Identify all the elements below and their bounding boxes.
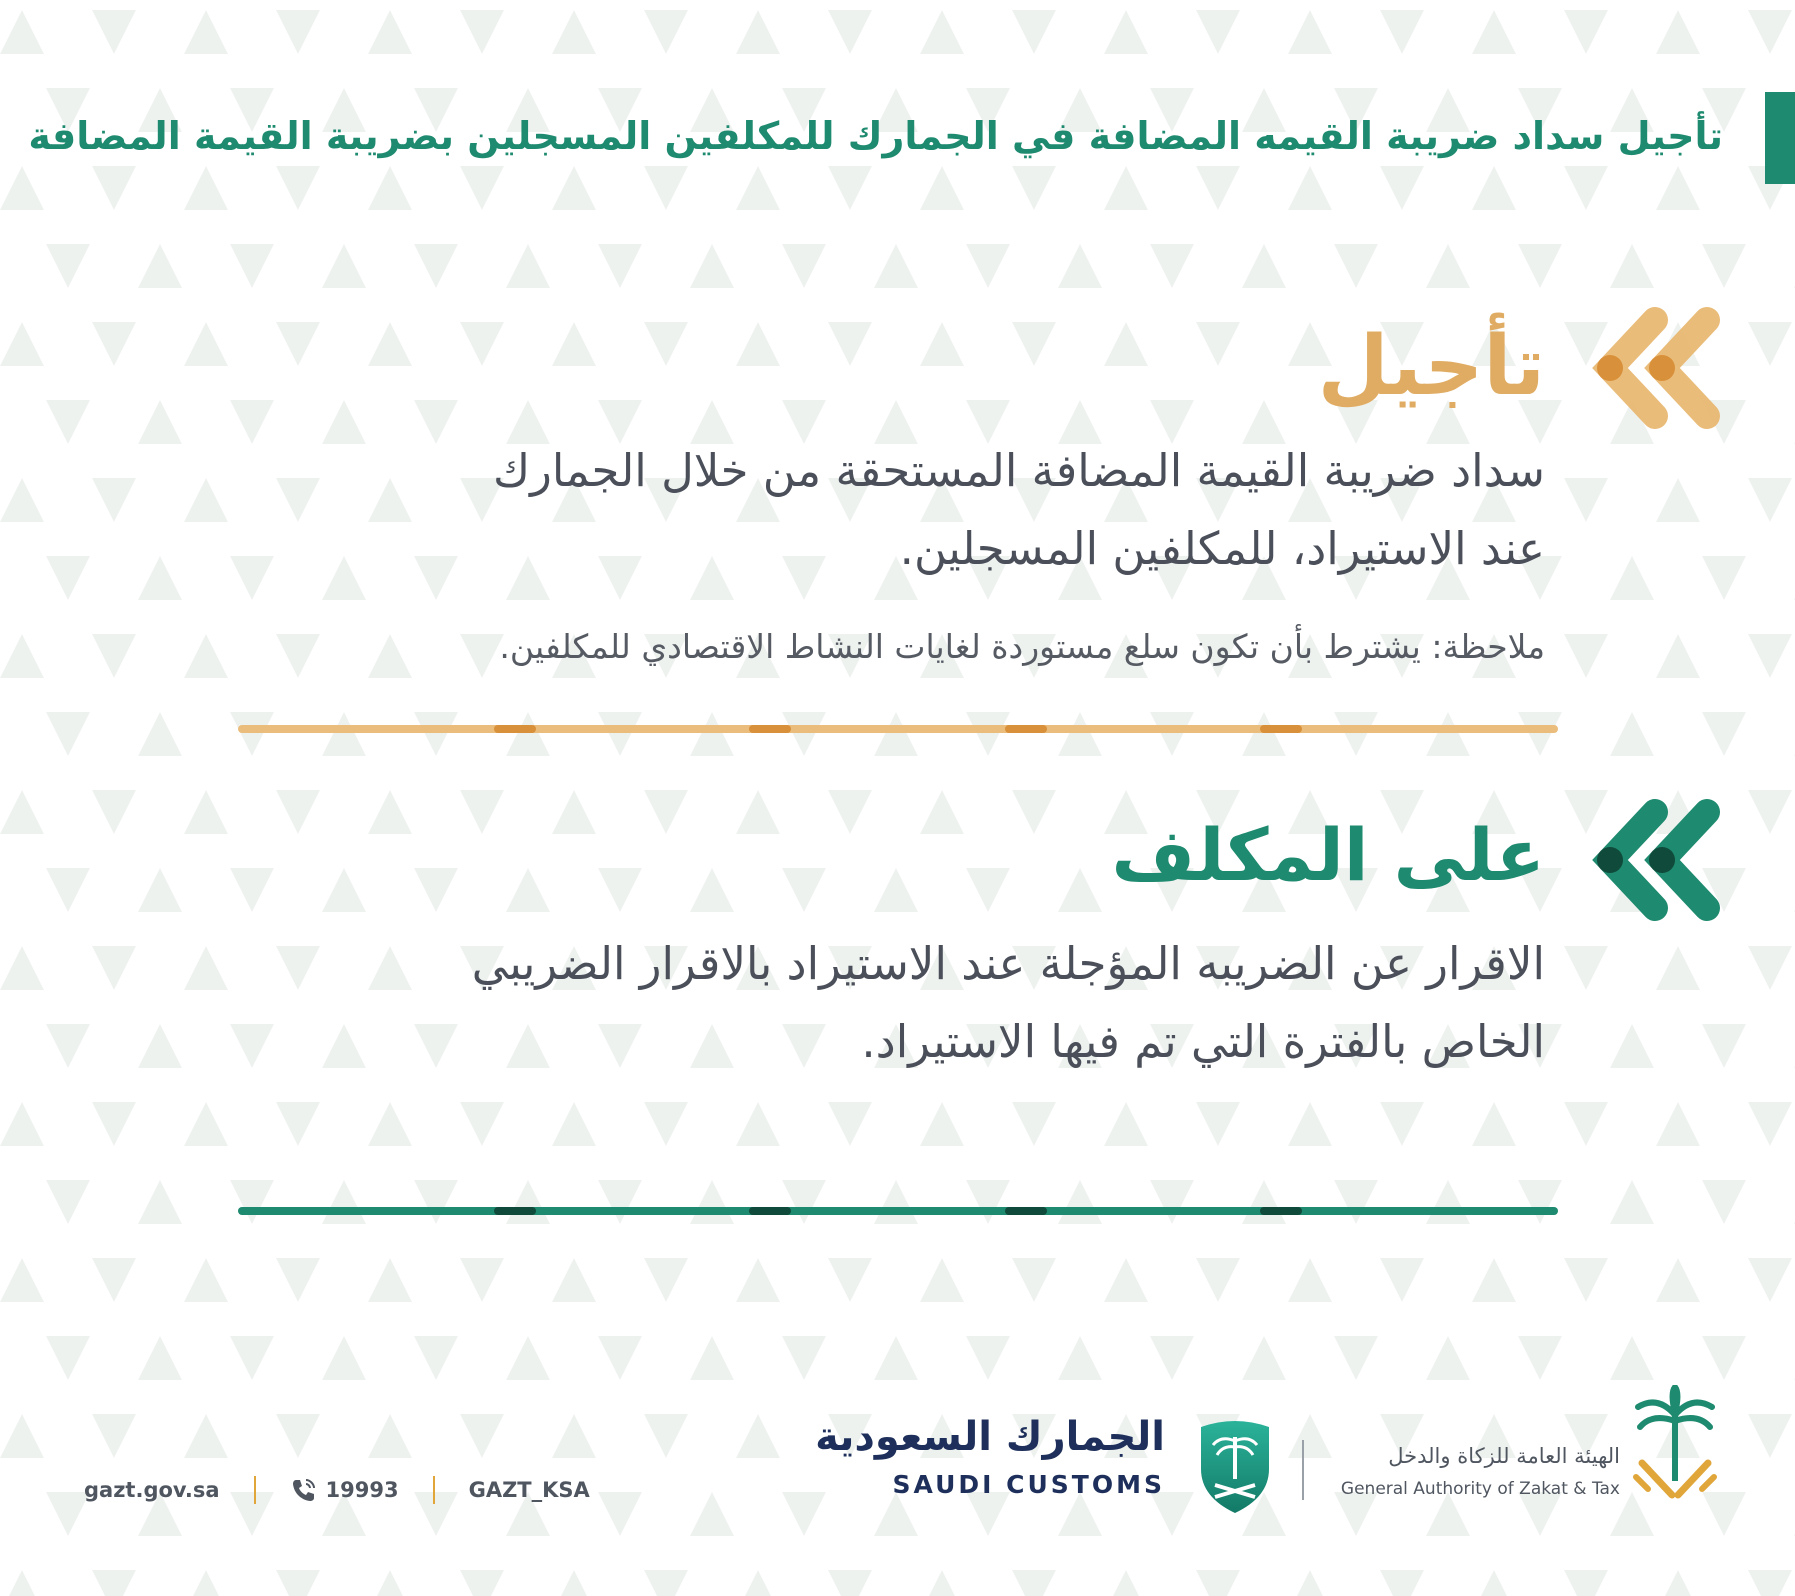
pattern-triangle <box>0 166 44 210</box>
pattern-triangle <box>1472 10 1516 54</box>
pattern-triangle <box>1702 1024 1746 1068</box>
pattern-triangle <box>598 868 642 912</box>
pattern-triangle <box>414 868 458 912</box>
pattern-triangle <box>368 1102 412 1146</box>
pattern-triangle <box>184 1258 228 1302</box>
pattern-triangle <box>230 244 274 288</box>
pattern-triangle <box>690 1336 734 1380</box>
pattern-triangle <box>1058 1180 1102 1224</box>
pattern-triangle <box>1748 478 1792 522</box>
pattern-triangle <box>1748 790 1792 834</box>
pattern-triangle <box>598 1492 642 1536</box>
pattern-triangle <box>644 1414 688 1458</box>
pattern-triangle <box>644 10 688 54</box>
section2-body-line: الاقرار عن الضريبه المؤجلة عند الاستيراد بالاقرار الضريبي <box>471 937 1545 990</box>
pattern-triangle <box>1610 712 1654 756</box>
pattern-triangle <box>1656 1258 1700 1302</box>
pattern-triangle <box>1104 1570 1148 1596</box>
footer-separator <box>433 1476 435 1504</box>
pattern-triangle <box>1334 1336 1378 1380</box>
pattern-triangle <box>1702 712 1746 756</box>
double-chevron-left-icon <box>1585 792 1725 932</box>
pattern-triangle <box>506 1336 550 1380</box>
green-divider <box>238 1207 1558 1215</box>
pattern-triangle <box>1518 1180 1562 1224</box>
pattern-triangle <box>1748 1414 1792 1458</box>
pattern-triangle <box>690 1492 734 1536</box>
pattern-triangle <box>46 244 90 288</box>
header-accent-bar <box>1765 92 1795 184</box>
section1-body-line: سداد ضريبة القيمة المضافة المستحقة من خلال الجمارك <box>493 444 1545 497</box>
pattern-triangle <box>368 322 412 366</box>
customs-shield-icon <box>1195 1415 1275 1515</box>
pattern-triangle <box>1656 1102 1700 1146</box>
pattern-triangle <box>46 556 90 600</box>
pattern-triangle <box>1058 1336 1102 1380</box>
pattern-triangle <box>1150 244 1194 288</box>
pattern-triangle <box>782 1180 826 1224</box>
pattern-triangle <box>414 1336 458 1380</box>
pattern-triangle <box>92 634 136 678</box>
pattern-triangle <box>1426 244 1470 288</box>
pattern-triangle <box>322 868 366 912</box>
pattern-triangle <box>92 790 136 834</box>
pattern-triangle <box>368 1258 412 1302</box>
pattern-triangle <box>1748 1102 1792 1146</box>
pattern-triangle <box>1564 634 1608 678</box>
pattern-triangle <box>782 244 826 288</box>
pattern-triangle <box>1656 10 1700 54</box>
pattern-triangle <box>1518 244 1562 288</box>
pattern-triangle <box>828 166 872 210</box>
pattern-triangle <box>874 1180 918 1224</box>
pattern-triangle <box>506 868 550 912</box>
pattern-triangle <box>1748 10 1792 54</box>
pattern-triangle <box>92 322 136 366</box>
pattern-triangle <box>276 790 320 834</box>
social-handle[interactable]: GAZT_KSA <box>468 1478 590 1502</box>
pattern-triangle <box>0 1570 44 1596</box>
pattern-triangle <box>736 1570 780 1596</box>
section1-title: تأجيل <box>1317 319 1545 414</box>
palm-swords-emblem-icon <box>1630 1385 1720 1515</box>
pattern-triangle <box>1012 1570 1056 1596</box>
pattern-triangle <box>414 712 458 756</box>
pattern-triangle <box>1610 244 1654 288</box>
pattern-triangle <box>46 1336 90 1380</box>
pattern-triangle <box>138 244 182 288</box>
pattern-triangle <box>1748 322 1792 366</box>
pattern-triangle <box>1610 556 1654 600</box>
pattern-triangle <box>1242 1336 1286 1380</box>
pattern-triangle <box>1656 478 1700 522</box>
pattern-triangle <box>1058 244 1102 288</box>
pattern-triangle <box>1288 166 1332 210</box>
section1-body <box>165 432 1545 588</box>
pattern-triangle <box>1564 1258 1608 1302</box>
pattern-triangle <box>92 10 136 54</box>
phone-number: 19993 <box>325 1478 399 1502</box>
pattern-triangle <box>1518 712 1562 756</box>
pattern-triangle <box>690 244 734 288</box>
phone-contact[interactable] <box>290 1476 399 1504</box>
pattern-triangle <box>276 166 320 210</box>
pattern-triangle <box>1012 1102 1056 1146</box>
pattern-triangle <box>1656 166 1700 210</box>
pattern-triangle <box>1748 1570 1792 1596</box>
pattern-triangle <box>1196 1102 1240 1146</box>
pattern-triangle <box>1702 1180 1746 1224</box>
pattern-triangle <box>460 10 504 54</box>
pattern-triangle <box>0 322 44 366</box>
pattern-triangle <box>1104 10 1148 54</box>
pattern-triangle <box>1334 244 1378 288</box>
pattern-triangle <box>322 712 366 756</box>
pattern-triangle <box>1012 10 1056 54</box>
authority-name-en: General Authority of Zakat & Tax <box>1340 1479 1620 1499</box>
pattern-triangle <box>92 1102 136 1146</box>
pattern-triangle <box>1656 946 1700 990</box>
pattern-triangle <box>1288 1102 1332 1146</box>
pattern-triangle <box>138 1180 182 1224</box>
pattern-triangle <box>46 1180 90 1224</box>
pattern-triangle <box>460 1570 504 1596</box>
pattern-triangle <box>598 1180 642 1224</box>
pattern-triangle <box>690 712 734 756</box>
pattern-triangle <box>368 1414 412 1458</box>
pattern-triangle <box>1150 712 1194 756</box>
pattern-triangle <box>1472 1102 1516 1146</box>
pattern-triangle <box>1748 946 1792 990</box>
pattern-triangle <box>46 1024 90 1068</box>
pattern-triangle <box>184 166 228 210</box>
gazt-logo <box>1320 1385 1720 1515</box>
pattern-triangle <box>368 1570 412 1596</box>
pattern-triangle <box>0 790 44 834</box>
pattern-triangle <box>1196 1570 1240 1596</box>
pattern-triangle <box>0 1414 44 1458</box>
pattern-triangle <box>1380 1102 1424 1146</box>
pattern-triangle <box>46 400 90 444</box>
pattern-triangle <box>552 1570 596 1596</box>
pattern-triangle <box>920 1102 964 1146</box>
section1-body-line: عند الاستيراد، للمكلفين المسجلين. <box>899 522 1545 575</box>
pattern-triangle <box>552 166 596 210</box>
pattern-triangle <box>506 712 550 756</box>
pattern-triangle <box>92 1570 136 1596</box>
pattern-triangle <box>368 10 412 54</box>
pattern-triangle <box>1288 1570 1332 1596</box>
pattern-triangle <box>966 1336 1010 1380</box>
pattern-triangle <box>1472 1570 1516 1596</box>
pattern-triangle <box>184 322 228 366</box>
pattern-triangle <box>1334 712 1378 756</box>
pattern-triangle <box>1380 1570 1424 1596</box>
pattern-triangle <box>230 712 274 756</box>
pattern-triangle <box>828 1258 872 1302</box>
pattern-triangle <box>184 790 228 834</box>
pattern-triangle <box>552 10 596 54</box>
pattern-triangle <box>598 1336 642 1380</box>
pattern-triangle <box>1702 244 1746 288</box>
pattern-triangle <box>1104 1258 1148 1302</box>
pattern-triangle <box>644 1258 688 1302</box>
pattern-triangle <box>736 1102 780 1146</box>
pattern-triangle <box>460 1258 504 1302</box>
pattern-triangle <box>1242 712 1286 756</box>
pattern-triangle <box>1426 1180 1470 1224</box>
pattern-triangle <box>1656 1570 1700 1596</box>
pattern-triangle <box>1196 1258 1240 1302</box>
pattern-triangle <box>414 1180 458 1224</box>
pattern-triangle <box>920 166 964 210</box>
pattern-triangle <box>1104 166 1148 210</box>
pattern-triangle <box>92 166 136 210</box>
logo-separator <box>1302 1440 1304 1500</box>
customs-name-ar: الجمارك السعودية <box>815 1414 1165 1460</box>
page-headline: تأجيل سداد ضريبة القيمه المضافة في الجمارك للمكلفين المسجلين بضريبة القيمة المضافة <box>28 114 1723 158</box>
pattern-triangle <box>184 10 228 54</box>
pattern-triangle <box>874 712 918 756</box>
footer-separator <box>254 1476 256 1504</box>
pattern-triangle <box>460 1102 504 1146</box>
pattern-triangle <box>552 1258 596 1302</box>
pattern-triangle <box>690 1180 734 1224</box>
pattern-triangle <box>0 478 44 522</box>
pattern-triangle <box>736 1258 780 1302</box>
pattern-triangle <box>322 1336 366 1380</box>
pattern-triangle <box>736 1414 780 1458</box>
website-link[interactable]: gazt.gov.sa <box>84 1478 220 1502</box>
pattern-triangle <box>276 322 320 366</box>
pattern-triangle <box>184 1570 228 1596</box>
pattern-triangle <box>736 10 780 54</box>
pattern-triangle <box>230 868 274 912</box>
pattern-triangle <box>1426 712 1470 756</box>
pattern-triangle <box>1564 166 1608 210</box>
pattern-triangle <box>598 244 642 288</box>
pattern-triangle <box>782 1336 826 1380</box>
pattern-triangle <box>1242 244 1286 288</box>
section2-title: على المكلف <box>1111 813 1545 897</box>
pattern-triangle <box>1426 1336 1470 1380</box>
pattern-triangle <box>1564 10 1608 54</box>
pattern-triangle <box>0 946 44 990</box>
pattern-triangle <box>92 478 136 522</box>
phone-icon <box>290 1476 318 1504</box>
pattern-triangle <box>644 1102 688 1146</box>
pattern-triangle <box>1288 1258 1332 1302</box>
pattern-triangle <box>460 166 504 210</box>
pattern-triangle <box>1564 946 1608 990</box>
pattern-triangle <box>138 1336 182 1380</box>
pattern-triangle <box>828 1102 872 1146</box>
pattern-triangle <box>966 712 1010 756</box>
pattern-triangle <box>1058 712 1102 756</box>
pattern-triangle <box>322 244 366 288</box>
pattern-triangle <box>552 1102 596 1146</box>
pattern-triangle <box>552 790 596 834</box>
pattern-triangle <box>1380 166 1424 210</box>
pattern-triangle <box>276 1414 320 1458</box>
pattern-triangle <box>874 244 918 288</box>
pattern-triangle <box>276 10 320 54</box>
pattern-triangle <box>368 790 412 834</box>
pattern-triangle <box>414 244 458 288</box>
pattern-triangle <box>460 322 504 366</box>
pattern-triangle <box>184 1102 228 1146</box>
pattern-triangle <box>552 1414 596 1458</box>
pattern-triangle <box>1564 1570 1608 1596</box>
pattern-triangle <box>966 1180 1010 1224</box>
footer-contacts <box>84 1470 590 1510</box>
pattern-triangle <box>46 712 90 756</box>
pattern-triangle <box>1748 634 1792 678</box>
gold-divider <box>238 725 1558 733</box>
pattern-triangle <box>368 166 412 210</box>
pattern-triangle <box>0 634 44 678</box>
pattern-triangle <box>1196 166 1240 210</box>
pattern-triangle <box>1656 634 1700 678</box>
pattern-triangle <box>1564 1102 1608 1146</box>
pattern-triangle <box>782 712 826 756</box>
pattern-triangle <box>920 10 964 54</box>
pattern-triangle <box>322 1180 366 1224</box>
pattern-triangle <box>1150 1180 1194 1224</box>
pattern-triangle <box>920 1570 964 1596</box>
pattern-triangle <box>874 1336 918 1380</box>
pattern-triangle <box>1564 478 1608 522</box>
pattern-triangle <box>644 166 688 210</box>
pattern-triangle <box>1380 10 1424 54</box>
pattern-triangle <box>920 1258 964 1302</box>
pattern-triangle <box>92 1258 136 1302</box>
pattern-triangle <box>1196 10 1240 54</box>
pattern-triangle <box>1702 556 1746 600</box>
pattern-triangle <box>1242 1180 1286 1224</box>
pattern-triangle <box>0 1258 44 1302</box>
pattern-triangle <box>0 10 44 54</box>
authority-name-ar: الهيئة العامة للزكاة والدخل <box>1388 1444 1620 1468</box>
pattern-triangle <box>552 322 596 366</box>
saudi-customs-logo <box>815 1405 1275 1515</box>
customs-name-en: SAUDI CUSTOMS <box>892 1470 1165 1499</box>
pattern-triangle <box>1150 1336 1194 1380</box>
pattern-triangle <box>92 946 136 990</box>
pattern-triangle <box>1288 10 1332 54</box>
pattern-triangle <box>1472 166 1516 210</box>
pattern-triangle <box>506 1180 550 1224</box>
pattern-triangle <box>1334 1180 1378 1224</box>
pattern-triangle <box>598 712 642 756</box>
pattern-triangle <box>828 1570 872 1596</box>
pattern-triangle <box>276 1570 320 1596</box>
pattern-triangle <box>184 1414 228 1458</box>
pattern-triangle <box>1380 1258 1424 1302</box>
pattern-triangle <box>46 868 90 912</box>
section1-note: ملاحظة: يشترط بأن تكون سلع مستوردة لغايات النشاط الاقتصادي للمكلفين. <box>499 627 1545 666</box>
pattern-triangle <box>1012 1258 1056 1302</box>
pattern-triangle <box>828 10 872 54</box>
pattern-triangle <box>276 1258 320 1302</box>
pattern-triangle <box>1012 166 1056 210</box>
pattern-triangle <box>644 1570 688 1596</box>
pattern-triangle <box>0 1102 44 1146</box>
double-chevron-left-icon <box>1585 300 1725 440</box>
pattern-triangle <box>1702 1336 1746 1380</box>
pattern-triangle <box>1748 1258 1792 1302</box>
pattern-triangle <box>966 244 1010 288</box>
pattern-triangle <box>1610 1180 1654 1224</box>
pattern-triangle <box>1472 1258 1516 1302</box>
pattern-triangle <box>1104 1102 1148 1146</box>
pattern-triangle <box>506 244 550 288</box>
section2-body-line: الخاص بالفترة التي تم فيها الاستيراد. <box>861 1015 1545 1068</box>
pattern-triangle <box>460 790 504 834</box>
section2-body <box>165 925 1545 1081</box>
pattern-triangle <box>138 712 182 756</box>
pattern-triangle <box>230 1336 274 1380</box>
pattern-triangle <box>276 1102 320 1146</box>
pattern-triangle <box>92 1414 136 1458</box>
pattern-triangle <box>230 1180 274 1224</box>
pattern-triangle <box>460 1414 504 1458</box>
pattern-triangle <box>736 166 780 210</box>
pattern-triangle <box>1610 1024 1654 1068</box>
pattern-triangle <box>1518 1336 1562 1380</box>
pattern-triangle <box>1610 1336 1654 1380</box>
pattern-triangle <box>138 868 182 912</box>
